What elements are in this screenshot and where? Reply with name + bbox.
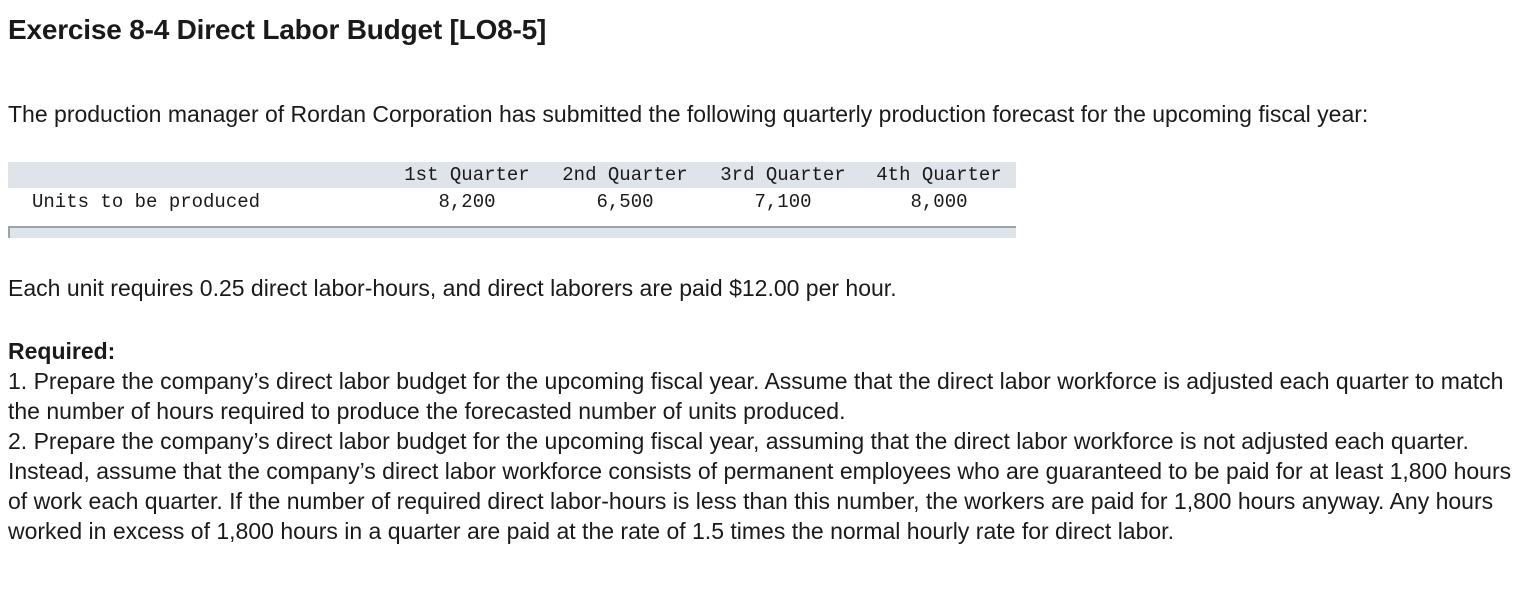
column-header-q1: 1st Quarter [404, 164, 530, 186]
labor-rate-text: Each unit requires 0.25 direct labor-hours, and direct laborers are paid $12.00 per hour. [8, 275, 897, 301]
column-header-q2: 2nd Quarter [562, 164, 688, 186]
intro-text: The production manager of Rordan Corporation has submitted the following quarterly production forecast for the upcoming fiscal year: [8, 101, 1369, 127]
cell-q2-units: 6,500 [596, 191, 654, 213]
required-heading: Required: [8, 338, 116, 364]
row-label-units: Units to be produced [32, 191, 261, 213]
table-header-row [8, 162, 1016, 188]
cell-q1-units: 8,200 [438, 191, 496, 213]
required-item-2: 2. Prepare the company’s direct labor budget for the upcoming fiscal year, assuming that the direct labor workforce is not adjusted each quarter. Instead, assume that the company’s direct labor workforce consists of permanent employees who are guaranteed to be paid for at least 1,800 hours of work each quarter. If the number of required direct labor-hours is less than this number, the workers are paid for 1,800 hours anyway. Any hours worked in excess of 1,800 hours in a quarter are paid at the rate of 1.5 times the normal hourly rate for direct labor. [8, 428, 1512, 544]
cell-q4-units: 8,000 [910, 191, 968, 213]
column-header-q4: 4th Quarter [876, 164, 1002, 186]
exercise-title: Exercise 8-4 Direct Labor Budget [LO8-5] [8, 14, 547, 45]
table-bottom-rule [8, 226, 1016, 238]
required-section [8, 336, 1516, 546]
column-header-q3: 3rd Quarter [720, 164, 846, 186]
table-header-blank [8, 162, 388, 188]
cell-q3-units: 7,100 [754, 191, 812, 213]
table-row [8, 188, 1016, 216]
production-forecast-table [8, 162, 1016, 216]
required-item-1: 1. Prepare the company’s direct labor budget for the upcoming fiscal year. Assume that the direct labor workforce is adjusted each quarter to match the number of hours required to produce the forecasted number of units produced. [8, 368, 1504, 424]
production-forecast-table-container [8, 162, 1016, 238]
table-bottom-tick [8, 226, 10, 238]
